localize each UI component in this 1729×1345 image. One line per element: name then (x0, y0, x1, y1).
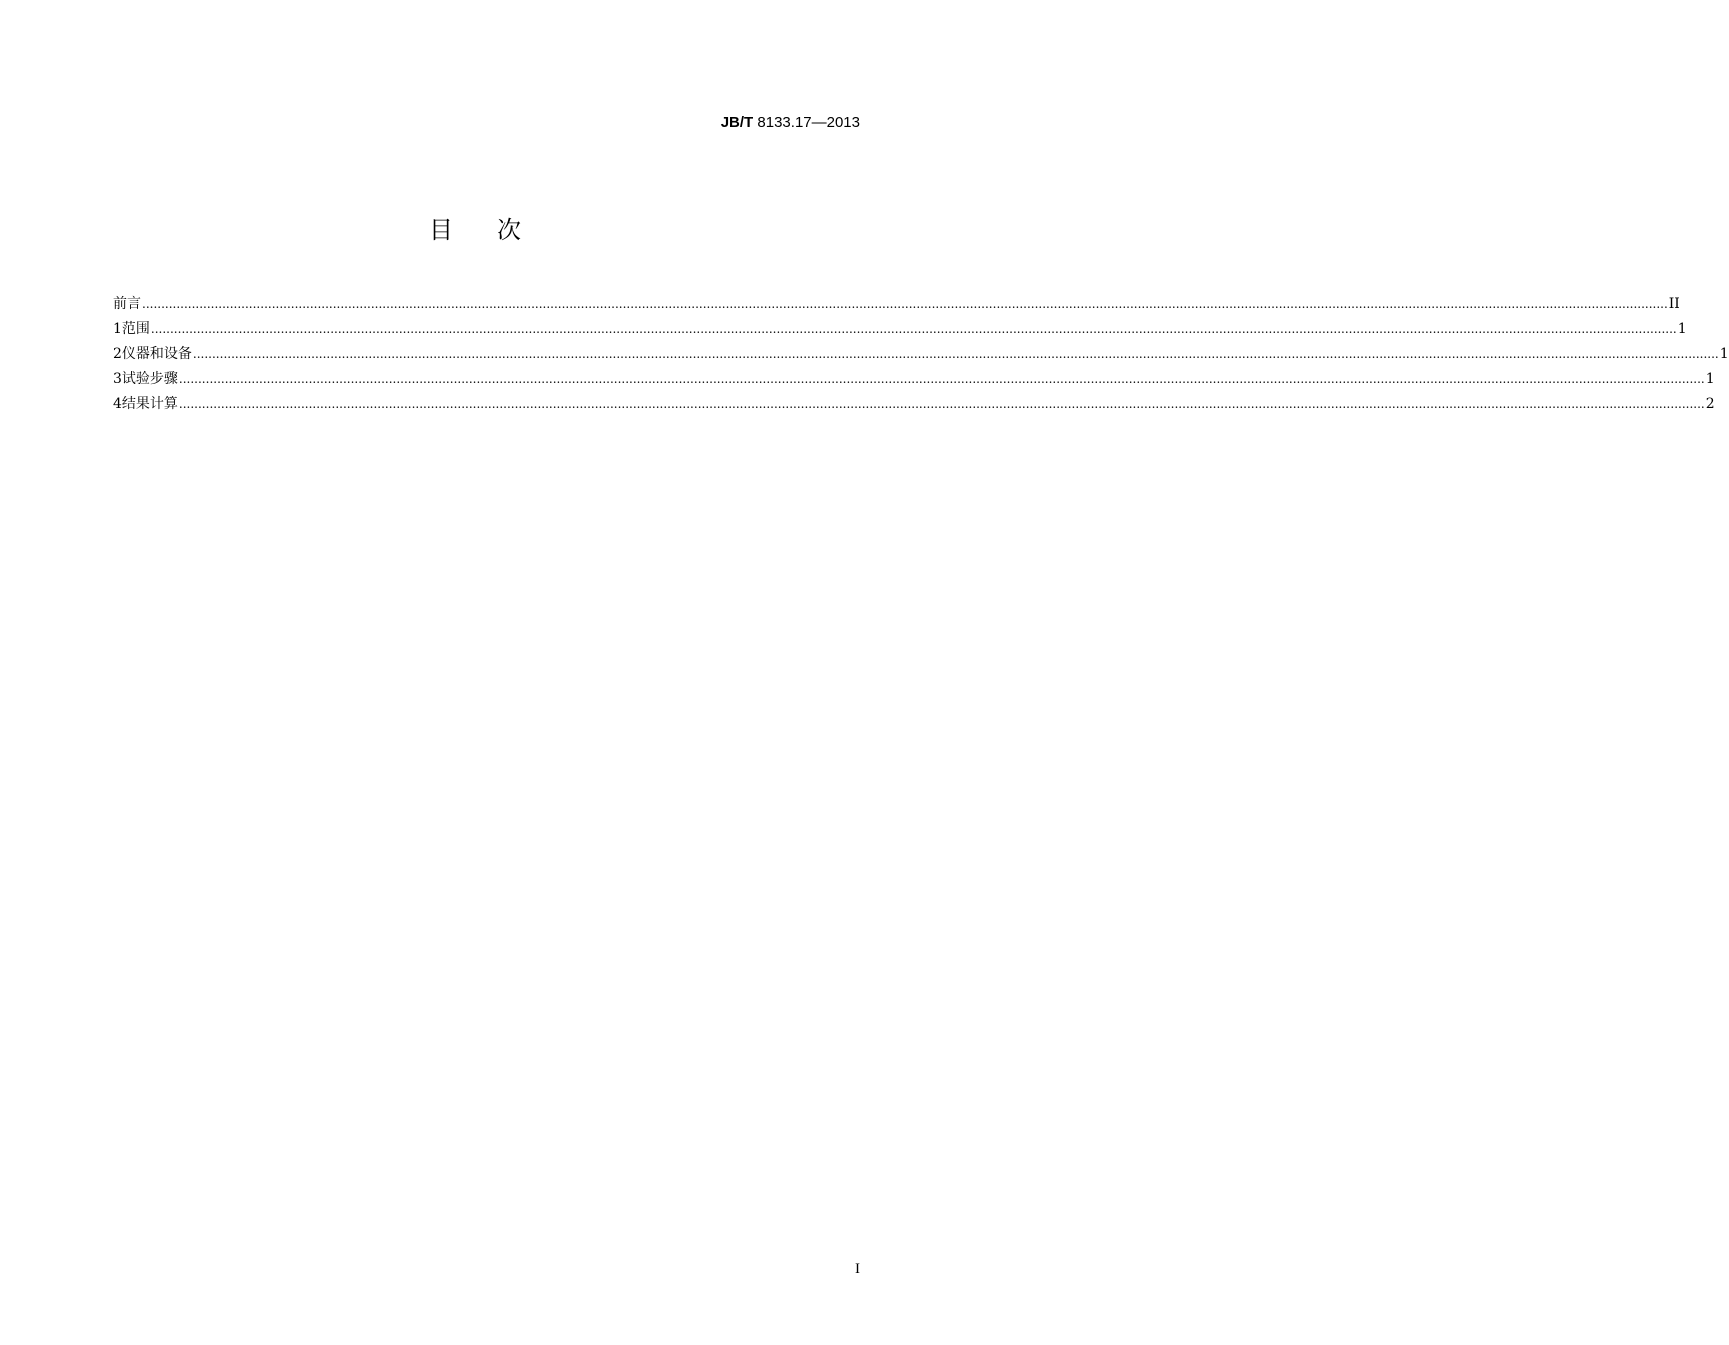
standard-number: 8133.17—2013 (753, 114, 860, 131)
table-of-contents (113, 293, 1729, 418)
toc-entry-number: 3 (113, 371, 122, 387)
toc-entry-procedure[interactable] (113, 368, 1715, 393)
toc-entry-number: 2 (113, 346, 122, 362)
toc-leader: ................................................................................................................................................................................................................................................................................................................................................................................................................ (178, 397, 1705, 411)
toc-entry-page: II (1668, 296, 1680, 312)
toc-entry-page: 1 (1705, 371, 1715, 387)
toc-entry-scope[interactable] (113, 318, 1687, 343)
toc-leader: ................................................................................................................................................................................................................................................................................................................................................................................................................ (192, 347, 1719, 361)
toc-leader: ................................................................................................................................................................................................................................................................................................................................................................................................................ (142, 297, 1668, 311)
toc-entry-text: 范围 (121, 321, 150, 337)
page-number: I (855, 1261, 860, 1277)
toc-entry-page: 1 (1719, 346, 1729, 362)
toc-entry-text: 前言 (113, 296, 141, 312)
standard-prefix: JB/T (720, 114, 754, 131)
toc-entry-page: 1 (1677, 321, 1687, 337)
standard-code (721, 113, 860, 133)
toc-entry-instruments[interactable] (113, 343, 1729, 368)
toc-entry-text: 仪器和设备 (121, 346, 192, 362)
toc-entry-calculation[interactable] (113, 393, 1715, 418)
toc-leader: ................................................................................................................................................................................................................................................................................................................................................................................................................ (150, 322, 1677, 336)
toc-leader: ................................................................................................................................................................................................................................................................................................................................................................................................................ (178, 372, 1705, 386)
toc-title: 目次 (429, 216, 565, 244)
toc-entry-text: 试验步骤 (121, 371, 178, 387)
toc-entry-text: 结果计算 (121, 396, 178, 412)
toc-entry-page: 2 (1705, 396, 1715, 412)
toc-entry-foreword[interactable] (113, 293, 1680, 318)
toc-entry-number: 4 (113, 396, 122, 412)
toc-entry-number: 1 (113, 321, 122, 337)
